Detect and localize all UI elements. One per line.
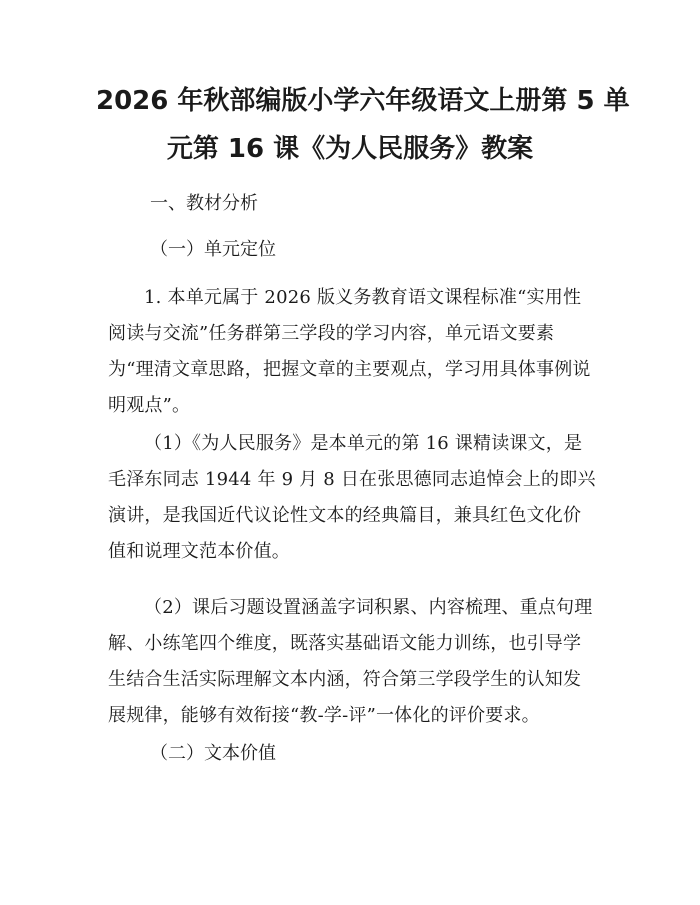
section-heading-textbook-analysis: 一、教材分析 xyxy=(150,193,258,214)
subsection-heading-text-value: （二）文本价值 xyxy=(150,743,276,764)
body-paragraph-1: 1. 本单元属于 2026 版义务教育语文课程标准“实用性阅读与交流”任务群第三学段的学习内容，单元语文要素为“理清文章思路，把握文章的主要观点，学习用具体事例说明观点”。 xyxy=(108,287,591,416)
document-title-line-1: 2026 年秋部编版小学六年级语文上册第 5 单 xyxy=(96,86,630,116)
document-title-line-2: 元第 16 课《为人民服务》教案 xyxy=(166,134,534,164)
subsection-heading-unit-positioning: （一）单元定位 xyxy=(150,239,276,260)
body-paragraph-3: （2）课后习题设置涵盖字词积累、内容梳理、重点句理解、小练笔四个维度，既落实基础语文能力训练，也引导学生结合生活实际理解文本内涵，符合第三学段学生的认知发展规律，能够有效衔接“教-学-评”一体化的评价要求。 xyxy=(108,597,593,726)
body-paragraph-2: （1）《为人民服务》是本单元的第 16 课精读课文，是毛泽东同志 1944 年 9 月 8 日在张思德同志追悼会上的即兴演讲，是我国近代议论性文本的经典篇目，兼具红色文化价值和说理文范本价值。 xyxy=(108,433,596,562)
